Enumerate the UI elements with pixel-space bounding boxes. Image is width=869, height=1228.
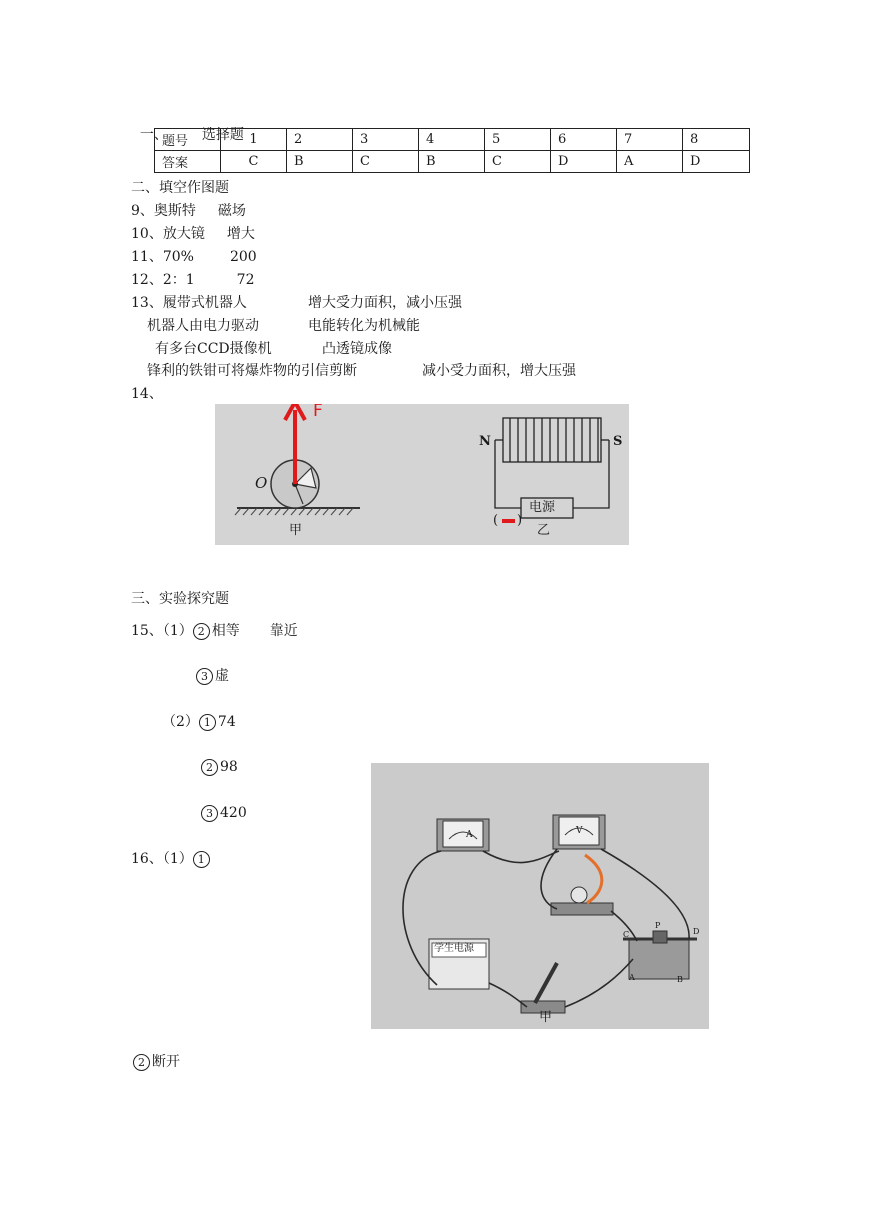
answer-13-reason-2: 电能转化为机械能: [308, 318, 420, 334]
table-cell: 5: [485, 129, 551, 151]
circled-number: 1: [199, 714, 216, 731]
table-cell: C: [221, 151, 287, 173]
paren-open: (: [493, 513, 499, 528]
section-3-heading: 三、实验探究题: [131, 591, 229, 607]
answer-line-13: 13、履带式机器人: [131, 295, 247, 311]
table-cell: B: [287, 151, 353, 173]
table-cell: 7: [617, 129, 683, 151]
table-cell: 答案: [155, 151, 221, 173]
circled-number: 2: [133, 1054, 150, 1071]
answer-table: [154, 128, 750, 173]
table-cell: C: [485, 151, 551, 173]
table-cell: C: [353, 151, 419, 173]
north-pole-label: N: [479, 434, 491, 449]
answer-16-part-2: 2 断开: [133, 1053, 180, 1071]
answer-line-11: 11、70% 200: [131, 249, 257, 265]
answer-13-point-3: 有多台CCD摄像机: [155, 341, 272, 357]
south-pole-label: S: [613, 434, 623, 449]
terminal-c-label: C: [623, 930, 630, 939]
ammeter-label: A: [466, 830, 473, 840]
table-cell: 4: [419, 129, 485, 151]
table-cell: 6: [551, 129, 617, 151]
paren-close: ): [517, 513, 523, 528]
answer-13-point-2: 机器人由电力驱动: [147, 318, 259, 334]
answer-line-16: 16、（1） 1: [131, 850, 212, 868]
answer-line-12: 12、2：1 72: [131, 272, 255, 288]
terminal-a-label: A: [629, 973, 635, 982]
voltmeter-label: V: [576, 826, 583, 836]
pivot-label: O: [255, 474, 268, 492]
table-row: [155, 129, 750, 151]
terminal-d-label: D: [693, 927, 700, 936]
table-cell: 2: [287, 129, 353, 151]
table-cell: D: [683, 151, 750, 173]
terminal-b-label: B: [677, 975, 683, 984]
terminal-p-label: P: [655, 921, 661, 930]
answer-15-part-3: 3 虚: [196, 667, 229, 685]
section-2-heading: 二、填空作图题: [131, 180, 229, 196]
table-cell: B: [419, 151, 485, 173]
answer-line-9: 9、奥斯特 磁场: [131, 203, 246, 219]
answer-line-10: 10、放大镜 增大: [131, 226, 255, 242]
answer-line-15: 15、（1） 2 相等 靠近: [131, 623, 298, 639]
table-cell: D: [551, 151, 617, 173]
answer-13-reason-3: 凸透镜成像: [322, 341, 392, 357]
circled-number: 2: [193, 623, 210, 640]
table-cell: A: [617, 151, 683, 173]
answer-13-reason-1: 增大受力面积，减小压强: [308, 295, 462, 311]
answer-15-part-2-2: 2 98: [201, 758, 238, 776]
circled-number: 2: [201, 759, 218, 776]
table-cell: 8: [683, 129, 750, 151]
figure-16-circuit-drawing: [371, 763, 709, 1029]
circled-number: 1: [193, 851, 210, 868]
answer-13-reason-4: 减小受力面积，增大压强: [422, 363, 576, 379]
power-source-label: 电源: [529, 500, 556, 515]
answer-15-part-2-3: 3 420: [201, 804, 247, 822]
answer-line-14: 14、: [131, 386, 163, 402]
figure-14-photo: [215, 404, 629, 545]
force-label: F: [313, 404, 323, 421]
figure-caption-left: 甲: [289, 523, 303, 538]
figure-16-photo: [371, 763, 709, 1029]
answer-13-point-4: 锋利的铁钳可将爆炸物的引信剪断: [147, 363, 357, 379]
circled-number: 3: [201, 805, 218, 822]
table-row: [155, 151, 750, 173]
power-supply-label: 学生电源: [434, 943, 474, 954]
table-cell: 1: [221, 129, 287, 151]
figure-16-caption: 甲: [539, 1010, 553, 1025]
section-1-heading: 一、 选择题: [139, 127, 244, 143]
circled-number: 3: [196, 668, 213, 685]
figure-14-drawing: [215, 404, 629, 545]
table-cell: 3: [353, 129, 419, 151]
answer-15-part-2-1: （2） 1 74: [162, 714, 236, 730]
table-cell: 题号: [155, 129, 221, 151]
figure-caption-right: 乙: [537, 523, 551, 538]
